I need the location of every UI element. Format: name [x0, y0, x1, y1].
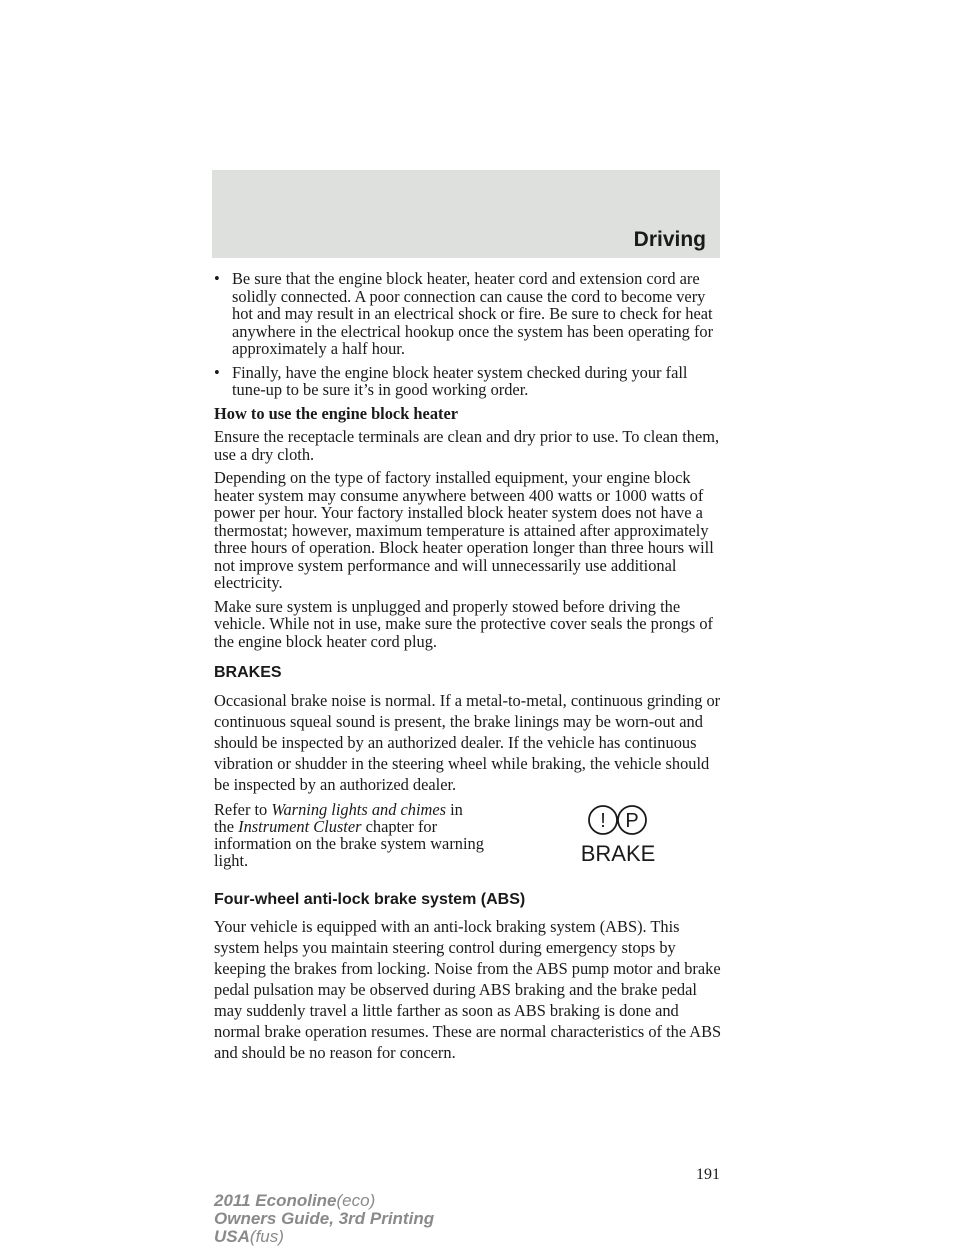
section-tab [212, 170, 720, 258]
footer-model-code: (eco) [336, 1191, 376, 1210]
footer-line [214, 1192, 434, 1210]
ref-prefix: Refer to [214, 799, 272, 819]
brake-reference-text [214, 801, 484, 869]
block-heater-paragraph: Make sure system is unplugged and properly stowed before driving the vehicle. While not in use, make sure the protective cover seals the prongs of the engine block heater cord plug. [214, 596, 713, 651]
bullet-text: Be sure that the engine block heater, heater cord and extension cord are solidly connected. A poor connection can cause the cord to become very hot and may result in an electrical shock or fire. Be sure to check for heat anywhere in the electrical hookup once the system has been operating for approximately a half hour. [232, 269, 714, 358]
footer-line [214, 1228, 434, 1246]
bullet-item [214, 270, 724, 358]
section-title: Driving [633, 228, 706, 251]
page-number: 191 [696, 1166, 720, 1183]
parking-symbol: P [625, 809, 639, 832]
block-heater-paragraph: Ensure the receptacle terminals are clean and dry prior to use. To clean them, use a dry cloth. [214, 427, 720, 464]
bullet-text: Finally, have the engine block heater system checked during your fall tune-up to be sure it’s in good working order. [232, 362, 688, 399]
brakes-heading: BRAKES [214, 664, 282, 681]
footer-market-code: (fus) [249, 1227, 284, 1246]
footer-model: 2011 Econoline [214, 1191, 337, 1210]
abs-paragraph: Your vehicle is equipped with an anti-lock braking system (ABS). This system helps you maintain steering control during emergency stops by keeping the brakes from locking. Noise from the ABS pump motor and brake pedal pulsation may be observed during ABS braking and the brake pedal may suddenly travel a little farther as soon as ABS braking is done and normal brake operation resumes. These are normal characteristics of the ABS and should be no reason for concern. [214, 917, 722, 1062]
abs-heading: Four-wheel anti-lock brake system (ABS) [214, 890, 526, 908]
block-heater-heading: How to use the engine block heater [214, 403, 459, 423]
bullet-dot-icon: • [214, 362, 220, 382]
footer [214, 1192, 434, 1246]
ref-suffix: chapter for information on the brake system warning light. [214, 816, 484, 870]
footer-market: USA [214, 1227, 250, 1246]
ref-instrument-cluster: Instrument Cluster [238, 816, 362, 836]
block-heater-paragraph: Depending on the type of factory installed equipment, your engine block heater system may consume anywhere between 400 watts or 1000 watts of power per hour. Your factory installed block heater system does not have a thermostat; however, maximum temperature is attained after approximately three hours of operation. Block heater operation longer than three hours will not improve system performance and will unnecessarily use additional electricity. [214, 468, 714, 592]
ref-mid: in the [214, 799, 463, 836]
footer-line: Owners Guide, 3rd Printing [214, 1209, 435, 1228]
page-content [214, 270, 724, 1069]
bullet-dot-icon: • [214, 269, 220, 288]
bullet-item [214, 364, 724, 399]
brake-reference [214, 801, 724, 877]
ref-warning-lights: Warning lights and chimes [271, 799, 447, 819]
brake-warning-icon [580, 803, 656, 866]
brake-label: BRAKE [580, 840, 656, 866]
exclamation-symbol: ! [600, 809, 606, 832]
brakes-paragraph: Occasional brake noise is normal. If a metal-to-metal, continuous grinding or continuous squeal sound is present, the brake linings may be worn-out and should be inspected by an authorized dealer. If the vehicle has continuous vibration or shudder in the steering wheel while braking, the vehicle should be inspected by an authorized dealer. [214, 690, 721, 794]
